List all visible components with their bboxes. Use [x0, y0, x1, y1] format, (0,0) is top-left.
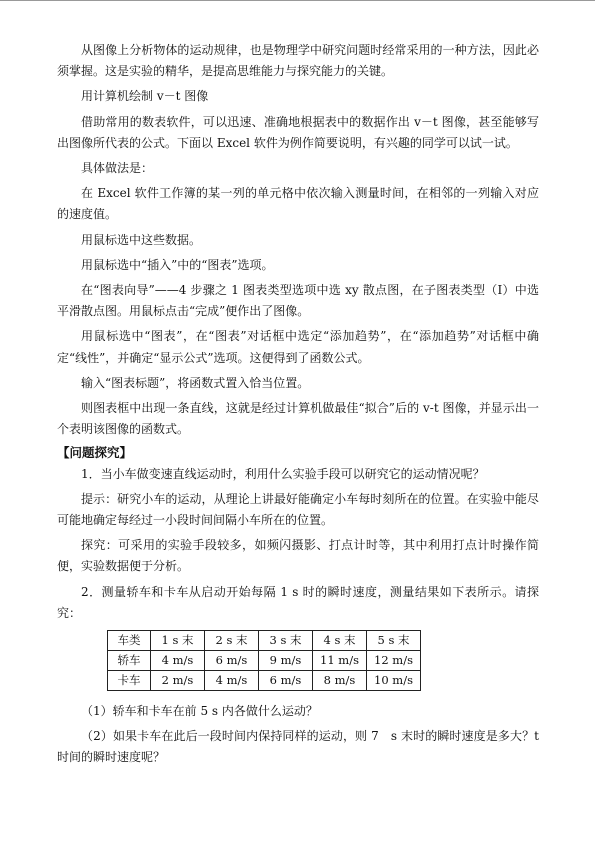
table-cell: 4 m/s — [151, 651, 205, 671]
table-cell: 10 m/s — [367, 671, 421, 691]
table-header-cell: 5 s 末 — [367, 631, 421, 651]
table-header-cell: 车类 — [108, 631, 151, 651]
paragraph: 输入“图表标题”，将函数式置入恰当位置。 — [81, 375, 310, 390]
paragraph: 在 Excel 软件工作簿的某一列的单元格中依次输入测量时间，在相邻的一列输入对应的速度值。 — [57, 186, 539, 222]
table-header-cell: 2 s 末 — [205, 631, 259, 651]
table-header-cell: 4 s 末 — [313, 631, 367, 651]
table-cell: 9 m/s — [259, 651, 313, 671]
table-cell: 2 m/s — [151, 671, 205, 691]
paragraph: 在“图表向导”——4 步骤之 1 图表类型选项中选 xy 散点图，在子图表类型（Ⅰ）中选平滑散点图。用鼠标点击“完成”便作出了图像。 — [57, 283, 539, 319]
paragraph: 具体做法是： — [81, 161, 154, 176]
table-cell: 11 m/s — [313, 651, 367, 671]
question-1: 1．当小车做变速直线运动时，利用什么实验手段可以研究它的运动情况呢？ — [81, 466, 485, 481]
hint-paragraph: 提示：研究小车的运动，从理论上讲最好能确定小车每时刻所在的位置。在实验中能尽可能地确定每经过一小段时间间隔小车所在的位置。 — [57, 491, 539, 528]
sub-question-1: （1）轿车和卡车在前 5 s 内各做什么运动？ — [81, 704, 318, 719]
sub-question-2: （2）如果卡车在此后一段时间内保持同样的运动，则 7 s 末时的瞬时速度是多大？t 时间的瞬时速度呢？ — [57, 729, 539, 765]
speed-table — [107, 630, 421, 691]
table-row — [108, 651, 421, 671]
table-cell: 12 m/s — [367, 651, 421, 671]
table-header-cell: 1 s 末 — [151, 631, 205, 651]
question-2: 2．测量轿车和卡车从启动开始每隔 1 s 时的瞬时速度，测量结果如下表所示。请探究： — [57, 584, 539, 620]
paragraph: 则图表框中出现一条直线，这就是经过计算机做最佳“拟合”后的 v-t 图像，并显示出一个表明该图像的函数式。 — [57, 401, 539, 437]
table-header-row — [108, 631, 421, 651]
page-top-border — [0, 0, 595, 1]
subheading-vt-graph: 用计算机绘制 v－t 图像 — [81, 89, 209, 104]
table-cell: 8 m/s — [313, 671, 367, 691]
paragraph: 借助常用的数表软件，可以迅速、准确地根据表中的数据作出 v－t 图像，甚至能够写出图像所代表的公式。下面以 Excel 软件为例作简要说明，有兴趣的同学可以试一试。 — [57, 114, 539, 150]
table-cell: 4 m/s — [205, 671, 259, 691]
paragraph: 从图像上分析物体的运动规律，也是物理学中研究问题时经常采用的一种方法，因此必须掌握。这是实验的精华，是提高思维能力与探究能力的关键。 — [57, 43, 539, 79]
paragraph: 用鼠标选中“图表”，在“图表”对话框中选定“添加趋势”，在“添加趋势”对话框中确定“线性”，并确定“显示公式”选项。这便得到了函数公式。 — [57, 329, 539, 365]
table-cell: 轿车 — [108, 651, 151, 671]
table-cell: 6 m/s — [205, 651, 259, 671]
document-body — [57, 40, 539, 769]
paragraph: 用鼠标选中“插入”中的“图表”选项。 — [81, 257, 274, 272]
table-cell: 6 m/s — [259, 671, 313, 691]
table-header-cell: 3 s 末 — [259, 631, 313, 651]
table-row — [108, 671, 421, 691]
paragraph: 用鼠标选中这些数据。 — [81, 232, 202, 247]
section-heading: 【问题探究】 — [57, 445, 133, 461]
table-cell: 卡车 — [108, 671, 151, 691]
explore-paragraph: 探究：可采用的实验手段较多，如频闪摄影、打点计时等，其中利用打点计时操作简便，实验数据便于分析。 — [57, 538, 539, 574]
